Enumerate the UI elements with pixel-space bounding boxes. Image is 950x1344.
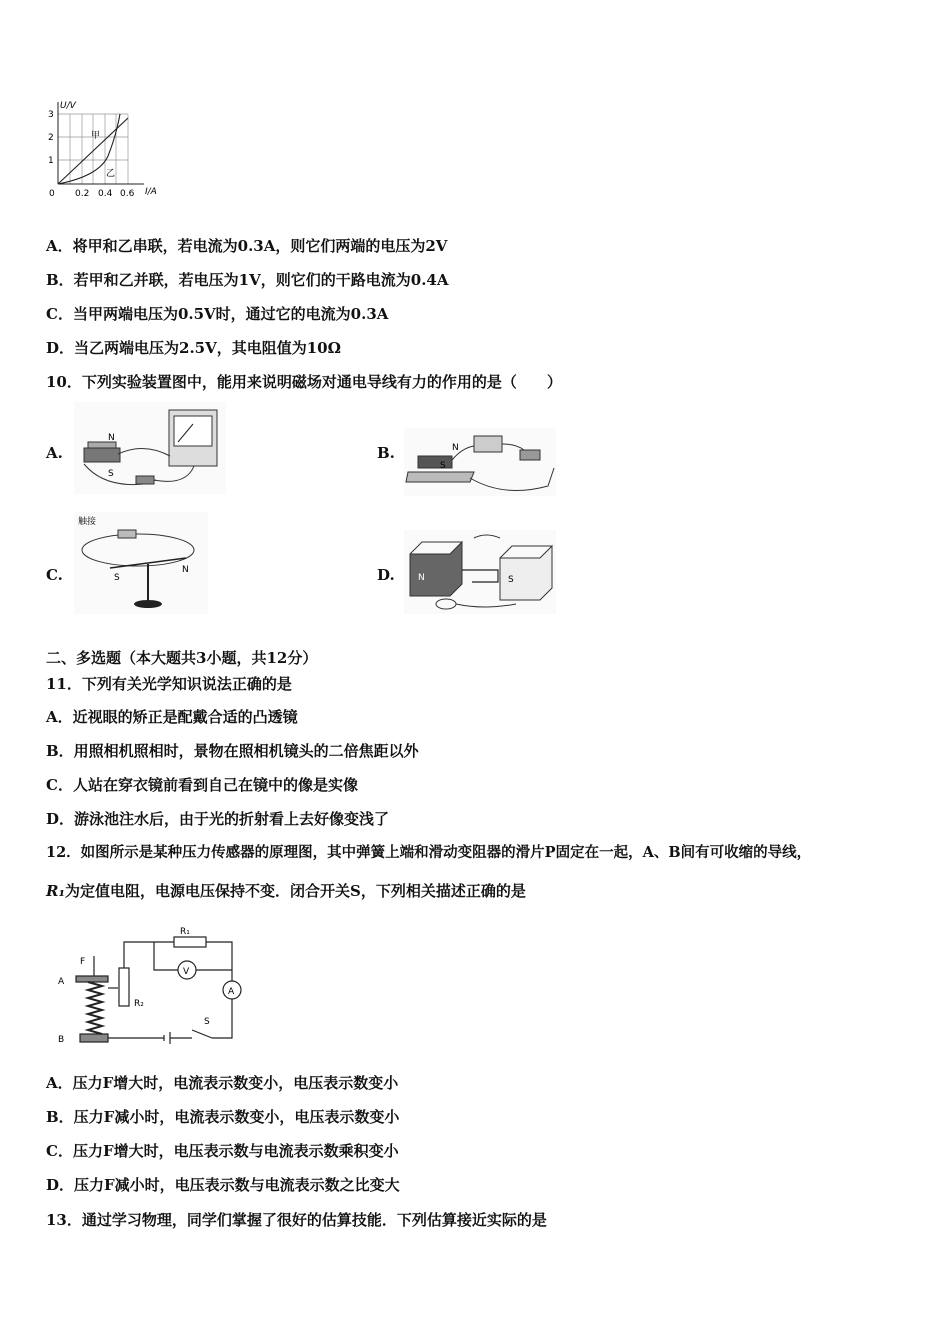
circuit-label-r1: R₁ [180,927,190,937]
voltmeter-symbol: V [183,967,190,977]
x-axis-label: I/A [145,187,157,197]
q12-circuit-diagram [52,918,252,1050]
q9-option-b: B．若甲和乙并联，若电压为1V，则它们的干路电流为0.4A [46,271,449,289]
q11-stem: 11．下列有关光学知识说法正确的是 [46,675,292,693]
q10-label-c: C. [46,566,63,584]
fig-c-s: S [114,573,120,583]
q10-label-d: D. [377,566,395,584]
x-tick-04: 0.4 [98,189,113,199]
x-tick-02: 0.2 [75,189,90,199]
q9-option-a: A．将甲和乙串联，若电流为0.3A，则它们两端的电压为2V [46,237,448,255]
circuit-label-b: B [58,1035,65,1045]
q10-label-a: A. [46,444,63,462]
fig-b-s: S [440,461,446,471]
q10-figure-a [74,402,226,494]
q12-option-b: B．压力F减小时，电流表示数变小，电压表示数变小 [46,1108,400,1126]
q12-stem-line2 [46,881,526,901]
curve-jia-label: 甲 [91,131,101,141]
q10-figure-c [74,512,208,614]
q11-option-a: A．近视眼的矫正是配戴合适的凸透镜 [46,708,298,726]
y-tick-1: 1 [48,156,54,166]
q12-stem-r1: R₁ [46,882,66,900]
q12-option-a: A．压力F增大时，电流表示数变小，电压表示数变小 [46,1074,399,1092]
q10-figure-d [404,530,556,614]
q11-option-c: C．人站在穿衣镜前看到自己在镜中的像是实像 [46,776,358,794]
q12-option-c: C．压力F增大时，电压表示数与电流表示数乘积变小 [46,1142,399,1160]
circuit-label-r2: R₂ [134,999,144,1009]
y-tick-3: 3 [48,110,54,120]
fig-a-n: N [108,433,115,443]
x-tick-06: 0.6 [120,189,135,199]
fig-b-n: N [452,443,459,453]
fig-a-s: S [108,469,114,479]
y-axis-label: U/V [60,101,76,111]
circuit-label-s: S [204,1017,210,1027]
q13-stem: 13．通过学习物理，同学们掌握了很好的估算技能．下列估算接近实际的是 [46,1211,547,1229]
q12-stem-line1: 12．如图所示是某种压力传感器的原理图，其中弹簧上端和滑动变阻器的滑片P固定在一起，A、B间有可收缩的导线， [46,844,812,861]
y-tick-2: 2 [48,133,54,143]
q10-figure-b [404,428,556,496]
q11-option-b: B．用照相机照相时，景物在照相机镜头的二倍焦距以外 [46,742,419,760]
circuit-label-a: A [58,977,65,987]
q12-stem-line2-text: 为定值电阻，电源电压保持不变．闭合开关S，下列相关描述正确的是 [65,882,526,900]
origin-label: 0 [49,189,55,199]
q12-option-d: D．压力F减小时，电压表示数与电流表示数之比变大 [46,1176,400,1194]
q9-option-d: D．当乙两端电压为2.5V，其电阻值为10Ω [46,339,341,357]
q9-option-c: C．当甲两端电压为0.5V时，通过它的电流为0.3A [46,305,389,323]
q10-label-b: B. [377,444,395,462]
section-2-heading: 二、多选题（本大题共3小题，共12分） [46,649,318,667]
q9-ui-graph [44,96,174,204]
fig-d-n: N [418,573,425,583]
q11-option-d: D．游泳池注水后，由于光的折射看上去好像变浅了 [46,810,390,828]
fig-c-title: 触接 [78,517,97,527]
fig-c-n: N [182,565,189,575]
ammeter-symbol: A [228,987,235,997]
curve-yi-label: 乙 [106,169,116,179]
fig-d-s: S [508,575,514,585]
circuit-label-f: F [80,957,86,967]
q10-stem: 10．下列实验装置图中，能用来说明磁场对通电导线有力的作用的是（ ） [46,373,562,391]
